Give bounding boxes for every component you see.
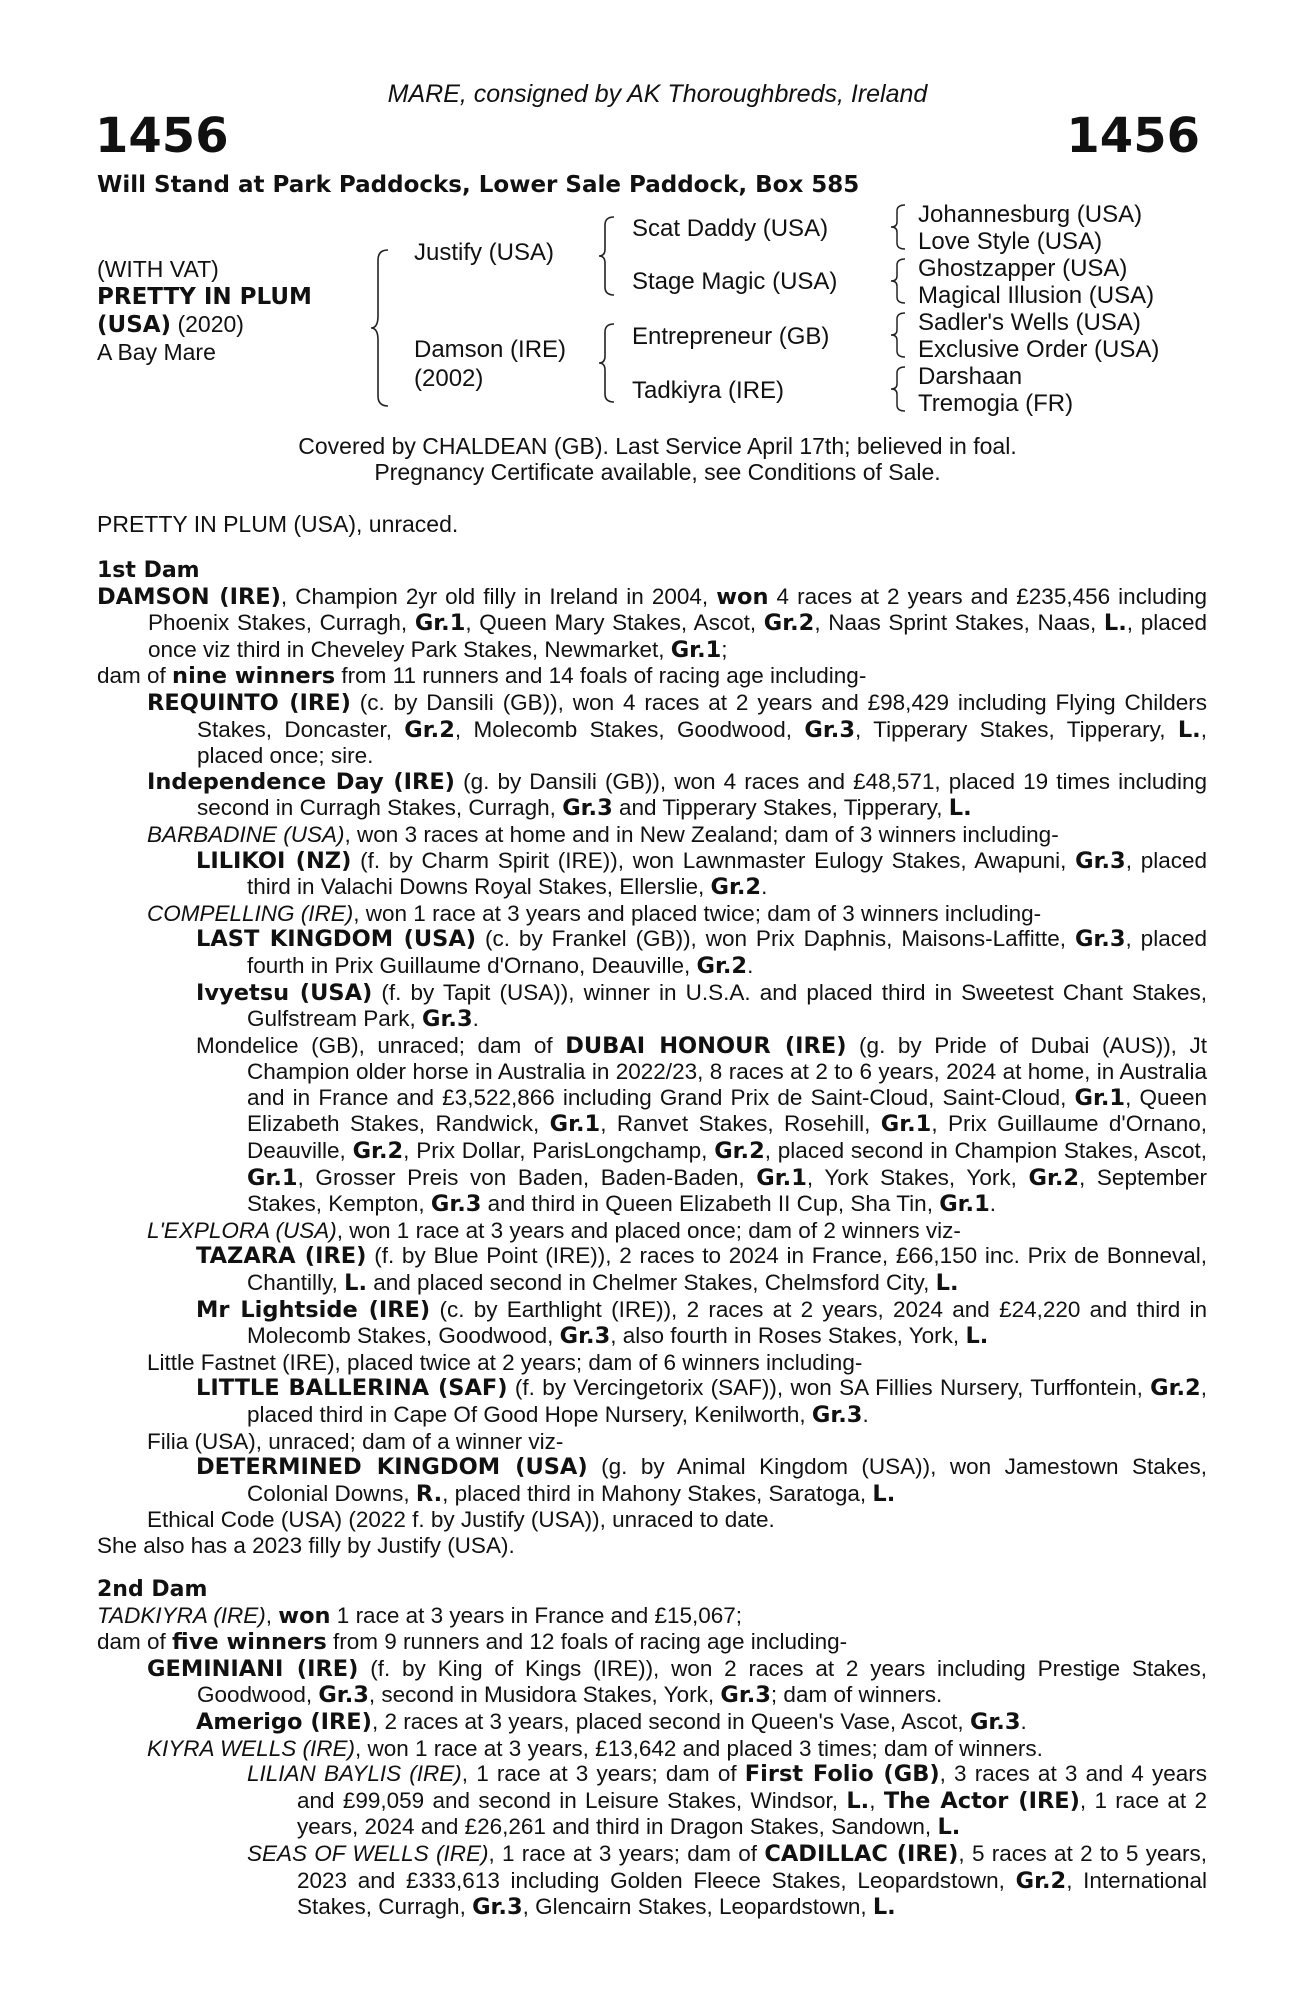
text: , 1 race at 3 years; dam of (488, 1840, 765, 1866)
text: dam of (97, 663, 173, 689)
grade: L. (965, 1323, 989, 1350)
text: (f. by Charm Spirit (IRE)), won Lawnmaster Eulogy Stakes, Awapuni, (351, 847, 1076, 873)
text: and third in Queen Elizabeth II Cup, Sha Tin, (481, 1191, 940, 1217)
text: , International Stakes, Curragh, (297, 1867, 1207, 1920)
text: , won 1 race at 3 years and placed once; dam of 2 winners viz- (336, 1217, 961, 1243)
text: , won 1 race at 3 years, £13,642 and placed 3 times; dam of winners. (354, 1735, 1043, 1761)
grade: Gr.1 (414, 610, 466, 637)
text: (f. by Tapit (USA)), winner in U.S.A. and placed third in Sweetest Chant Stakes, Gulfstream Park, (247, 979, 1207, 1032)
won: won (716, 583, 769, 610)
grade: Gr.3 (969, 1708, 1021, 1735)
grade: Gr.2 (1150, 1375, 1201, 1402)
text: (g. by Dansili (GB)), won 4 races and £48,571, placed 19 times including second in Curragh Stakes, Curragh, (197, 768, 1207, 821)
progeny-determined-kingdom (97, 1454, 1207, 1507)
grade: Gr.2 (710, 874, 762, 901)
progeny-lilian-baylis (97, 1761, 1207, 1841)
text: , Ranvet Stakes, Rosehill, (600, 1111, 881, 1137)
text: , placed third in Mahony Stakes, Saratoga, (442, 1480, 873, 1506)
pedigree-brace-sire (598, 215, 618, 297)
progeny-ethical-code: Ethical Code (USA) (2022 f. by Justify (USA)), unraced to date. (147, 1507, 775, 1533)
progeny-name: Mr Lightside (IRE) (196, 1296, 431, 1323)
grade: L. (935, 1270, 959, 1297)
winners-count: five winners (172, 1629, 327, 1656)
second-dam-name: TADKIYRA (IRE) (97, 1602, 266, 1628)
grade: L. (846, 1787, 870, 1814)
text: (f. by Blue Point (IRE)), 2 races to 2024 in France, £66,150 inc. Prix de Bonneval, Chantilly, (247, 1243, 1208, 1296)
grade: Gr.1 (549, 1111, 601, 1138)
grade: Gr.3 (422, 1006, 473, 1033)
progeny-name: Independence Day (IRE) (147, 768, 455, 795)
brace-sd (890, 257, 908, 305)
grade: L. (872, 1480, 896, 1507)
grade: Gr.2 (404, 716, 455, 743)
text: . (761, 874, 768, 900)
winners-count: nine winners (172, 663, 336, 690)
progeny-name: CADILLAC (IRE) (764, 1840, 959, 1867)
grade: Gr.1 (670, 636, 722, 663)
progeny-amerigo (97, 1709, 1207, 1736)
grade: Gr.1 (756, 1164, 807, 1191)
text: (g. by Pride of Dubai (AUS)), Jt Champion older horse in Australia in 2022/23, 8 races at 2 to 6 years, 2024 at home, in Australia and in France and £3,522,866 including Grand Prix de Saint-Cloud, Saint-Cloud, (247, 1032, 1207, 1110)
text: ; (721, 636, 728, 662)
text: , Grosser Preis von Baden, Baden-Baden, (297, 1164, 757, 1190)
progeny-little-ballerina (97, 1375, 1207, 1428)
text: (c. by Earthlight (IRE)), 2 races at 2 years, 2024 and £24,220 and third in Molecomb Stakes, Goodwood, (247, 1296, 1208, 1349)
text: , second in Musidora Stakes, York, (368, 1682, 721, 1708)
progeny-independence-day (97, 769, 1207, 822)
text: 1 race at 3 years in France and £15,067; (330, 1602, 743, 1628)
text: , placed once viz third in Cheveley Park Stakes, Newmarket, (148, 610, 1207, 662)
grade: Gr.3 (562, 795, 613, 822)
text: , Naas Sprint Stakes, Naas, (814, 610, 1104, 636)
grade: Gr.2 (696, 952, 748, 979)
race-record: PRETTY IN PLUM (USA), unraced. (97, 511, 459, 537)
text: , placed third in Cape Of Good Hope Nursery, Kenilworth, (247, 1375, 1207, 1427)
grade: Gr.1 (880, 1111, 932, 1138)
text: . (472, 1006, 479, 1032)
grade: Gr.3 (720, 1682, 771, 1709)
text: , 5 races at 2 to 5 years, 2023 and £333,613 including Golden Fleece Stakes, Leopardstown, (297, 1840, 1207, 1893)
first-dam-name: DAMSON (IRE) (97, 583, 281, 610)
progeny-little-fastnet (97, 1350, 1207, 1376)
progeny-name: DETERMINED KINGDOM (USA) (196, 1454, 588, 1481)
progeny-kiyra-wells (97, 1736, 1207, 1762)
stand-info: Will Stand at Park Paddocks, Lower Sale Paddock, Box 585 (97, 172, 860, 198)
grade: L. (937, 1814, 961, 1841)
text: (g. by Animal Kingdom (USA)), won Jamestown Stakes, Colonial Downs, (247, 1454, 1207, 1506)
text: . (989, 1191, 997, 1217)
progeny-name: DUBAI HONOUR (IRE) (565, 1032, 847, 1059)
progeny-tazara (97, 1243, 1207, 1296)
horse-identity (97, 256, 312, 366)
text: and placed second in Chelmer Stakes, Chelmsford City, (367, 1270, 936, 1296)
grade: Gr.1 (939, 1191, 990, 1218)
progeny-mr-lightside (97, 1297, 1207, 1350)
text: (c. by Dansili (GB)), won 4 races at 2 years and £98,429 including Flying Childers Stakes, Doncaster, (197, 689, 1207, 742)
text: , Queen Mary Stakes, Ascot, (465, 610, 764, 636)
text: . (1020, 1708, 1027, 1734)
pedigree-sds: Ghostzapper (USA) (918, 255, 1128, 282)
grade: Gr.2 (763, 610, 815, 637)
text: , September Stakes, Kempton, (247, 1164, 1207, 1217)
grade: L. (344, 1270, 368, 1297)
second-dam-heading: 2nd Dam (97, 1577, 208, 1602)
progeny-compelling (97, 901, 1207, 927)
first-dam-section (97, 558, 1207, 1559)
grade: Gr.3 (1075, 847, 1126, 874)
grade: L. (1103, 610, 1127, 637)
grade: Gr.2 (1028, 1164, 1080, 1191)
pedigree-dss: Sadler's Wells (USA) (918, 309, 1141, 336)
text: 4 races at 2 years and £235,456 including Phoenix Stakes, Curragh, (148, 583, 1207, 636)
horse-description: A Bay Mare (97, 339, 216, 365)
progeny-requinto (97, 690, 1207, 769)
brace-dd (890, 365, 908, 413)
grade: Gr.3 (811, 1402, 863, 1428)
progeny-name: The Actor (IRE) (883, 1787, 1080, 1814)
progeny-name: Amerigo (IRE) (196, 1708, 372, 1735)
first-dam-heading: 1st Dam (97, 558, 200, 583)
grade: Gr.3 (1074, 926, 1126, 953)
progeny-geminiani (97, 1656, 1207, 1709)
pedigree-sdd: Magical Illusion (USA) (918, 282, 1155, 309)
text: . (862, 1402, 869, 1427)
text: , won 1 race at 3 years and placed twice; dam of 3 winners including- (353, 900, 1042, 926)
progeny-lexplora (97, 1218, 1207, 1244)
text: , also fourth in Roses Stakes, York, (610, 1323, 966, 1349)
brace-ds (890, 311, 908, 359)
grade: Gr.3 (430, 1191, 482, 1218)
text: Mondelice (GB), unraced; dam of (196, 1032, 566, 1058)
lot-number-right: 1456 (1066, 108, 1200, 164)
grade: Gr.3 (559, 1323, 611, 1350)
pedigree-brace-main (370, 248, 392, 408)
grade: Gr.3 (318, 1682, 369, 1709)
progeny-name: L'EXPLORA (USA) (147, 1217, 337, 1243)
text: , 3 races at 3 and 4 years and £99,059 and second in Leisure Stakes, Windsor, (297, 1761, 1207, 1813)
pedigree-dds: Darshaan (918, 363, 1023, 390)
grade: R. (415, 1480, 443, 1507)
progeny-seas-of-wells (97, 1841, 1207, 1921)
text: , Prix Guillaume d'Ornano, Deauville, (247, 1111, 1208, 1164)
progeny-name: First Folio (GB) (744, 1761, 940, 1788)
pedigree-dam-year: (2002) (414, 365, 484, 392)
text: , 1 race at 2 years, 2024 and £26,261 and third in Dragon Stakes, Sandown, (297, 1787, 1207, 1840)
progeny-ivyetsu (97, 980, 1207, 1033)
grade: L. (1177, 716, 1201, 743)
text: , placed third in Valachi Downs Royal Stakes, Ellerslie, (247, 847, 1208, 900)
pedigree-ssd: Love Style (USA) (918, 228, 1103, 255)
text: Little Fastnet (IRE), placed twice at 2 years; dam of 6 winners including- (147, 1349, 863, 1375)
pedigree-brace-dam (598, 322, 618, 404)
text: , placed fourth in Prix Guillaume d'Ornano, Deauville, (247, 926, 1207, 978)
pedigree-ds: Entrepreneur (GB) (632, 323, 830, 350)
progeny-name: REQUINTO (IRE) (147, 689, 351, 716)
grade: Gr.1 (1074, 1084, 1126, 1111)
second-dam-produce-summary (97, 1629, 1207, 1656)
covering-line-2: Pregnancy Certificate available, see Conditions of Sale. (374, 459, 941, 485)
progeny-barbadine (97, 822, 1207, 848)
text: , Molecomb Stakes, Goodwood, (454, 716, 805, 742)
text: , Tipperary Stakes, Tipperary, (854, 716, 1178, 742)
progeny-name: BARBADINE (USA) (147, 821, 345, 847)
text: , (265, 1602, 279, 1628)
pedigree-dsd: Exclusive Order (USA) (918, 336, 1160, 363)
progeny-name: TAZARA (IRE) (196, 1243, 367, 1270)
progeny-name: LITTLE BALLERINA (SAF) (196, 1375, 508, 1402)
consignment-line: MARE, consigned by AK Thoroughbreds, Ireland (387, 80, 928, 108)
text: , Prix Dollar, ParisLongchamp, (403, 1138, 715, 1164)
pedigree-sd: Stage Magic (USA) (632, 268, 838, 295)
progeny-name: KIYRA WELLS (IRE) (147, 1735, 355, 1761)
covering-info (0, 433, 1315, 485)
horse-name: PRETTY IN PLUM (97, 284, 312, 310)
progeny-name: COMPELLING (IRE) (147, 900, 354, 926)
progeny-last-kingdom (97, 926, 1207, 979)
first-dam-entry (97, 584, 1207, 664)
pedigree-ss: Scat Daddy (USA) (632, 215, 829, 242)
progeny-name: Ivyetsu (USA) (196, 979, 373, 1006)
lot-number-left: 1456 (95, 108, 229, 164)
horse-country: (USA) (97, 312, 172, 338)
grade: Gr.3 (804, 716, 855, 743)
text: , Glencairn Stakes, Leopardstown, (522, 1894, 873, 1920)
text: and Tipperary Stakes, Tipperary, (612, 795, 949, 821)
second-dam-section (97, 1577, 1207, 1921)
text: ; dam of winners. (770, 1682, 943, 1708)
pedigree-dd: Tadkiyra (IRE) (632, 377, 785, 404)
text: from 11 runners and 14 foals of racing age including- (335, 663, 867, 689)
text: , York Stakes, York, (806, 1164, 1029, 1190)
text: , Champion 2yr old filly in Ireland in 2004, (280, 583, 717, 609)
progeny-name: LAST KINGDOM (USA) (196, 926, 477, 953)
text: , 1 race at 3 years; dam of (461, 1761, 745, 1787)
grade: Gr.2 (1015, 1867, 1067, 1894)
text: , placed second in Champion Stakes, Ascot, (764, 1138, 1207, 1164)
pedigree-sss: Johannesburg (USA) (918, 201, 1143, 228)
text: (c. by Frankel (GB)), won Prix Daphnis, Maisons-Laffitte, (476, 926, 1075, 952)
grade: Gr.2 (352, 1138, 404, 1165)
brace-ss (890, 203, 908, 251)
text: (f. by King of Kings (IRE)), won 2 races at 2 years including Prestige Stakes, Goodwood, (197, 1655, 1207, 1708)
progeny-mondelice (97, 1033, 1207, 1218)
progeny-name: LILIAN BAYLIS (IRE) (247, 1761, 462, 1787)
horse-year: (2020) (177, 311, 244, 337)
text: , (869, 1787, 884, 1813)
vat-label: (WITH VAT) (97, 256, 219, 282)
grade: Gr.1 (247, 1164, 298, 1191)
pedigree-sire: Justify (USA) (414, 239, 555, 266)
text: , placed once; sire. (197, 716, 1207, 769)
grade: L. (948, 795, 972, 822)
text: , 2 races at 3 years, placed second in Queen's Vase, Ascot, (371, 1708, 970, 1734)
progeny-name: LILIKOI (NZ) (196, 847, 352, 874)
text: from 9 runners and 12 foals of racing age including- (326, 1629, 848, 1655)
text: (f. by Vercingetorix (SAF)), won SA Fillies Nursery, Turffontein, (507, 1375, 1151, 1401)
text: , Queen Elizabeth Stakes, Randwick, (247, 1084, 1208, 1137)
progeny-filia (97, 1429, 1207, 1455)
text: Filia (USA), unraced; dam of a winner viz- (147, 1428, 564, 1454)
progeny-name: GEMINIANI (IRE) (147, 1655, 359, 1682)
second-dam-entry (97, 1603, 1207, 1630)
grade: Gr.3 (472, 1894, 523, 1921)
also-has-note: She also has a 2023 filly by Justify (USA). (97, 1532, 515, 1558)
progeny-name: SEAS OF WELLS (IRE) (247, 1840, 489, 1866)
text: dam of (97, 1629, 173, 1655)
pedigree-ddd: Tremogia (FR) (918, 390, 1074, 417)
progeny-lilikoi (97, 848, 1207, 901)
grade: Gr.2 (714, 1138, 765, 1165)
text: , won 3 races at home and in New Zealand; dam of 3 winners including- (344, 821, 1059, 847)
pedigree-dam: Damson (IRE) (414, 336, 567, 363)
first-dam-produce-summary (97, 663, 1207, 690)
grade: L. (872, 1894, 896, 1921)
covering-line-1: Covered by CHALDEAN (GB). Last Service April 17th; believed in foal. (298, 433, 1017, 459)
text: . (747, 952, 754, 978)
won: won (278, 1602, 331, 1629)
